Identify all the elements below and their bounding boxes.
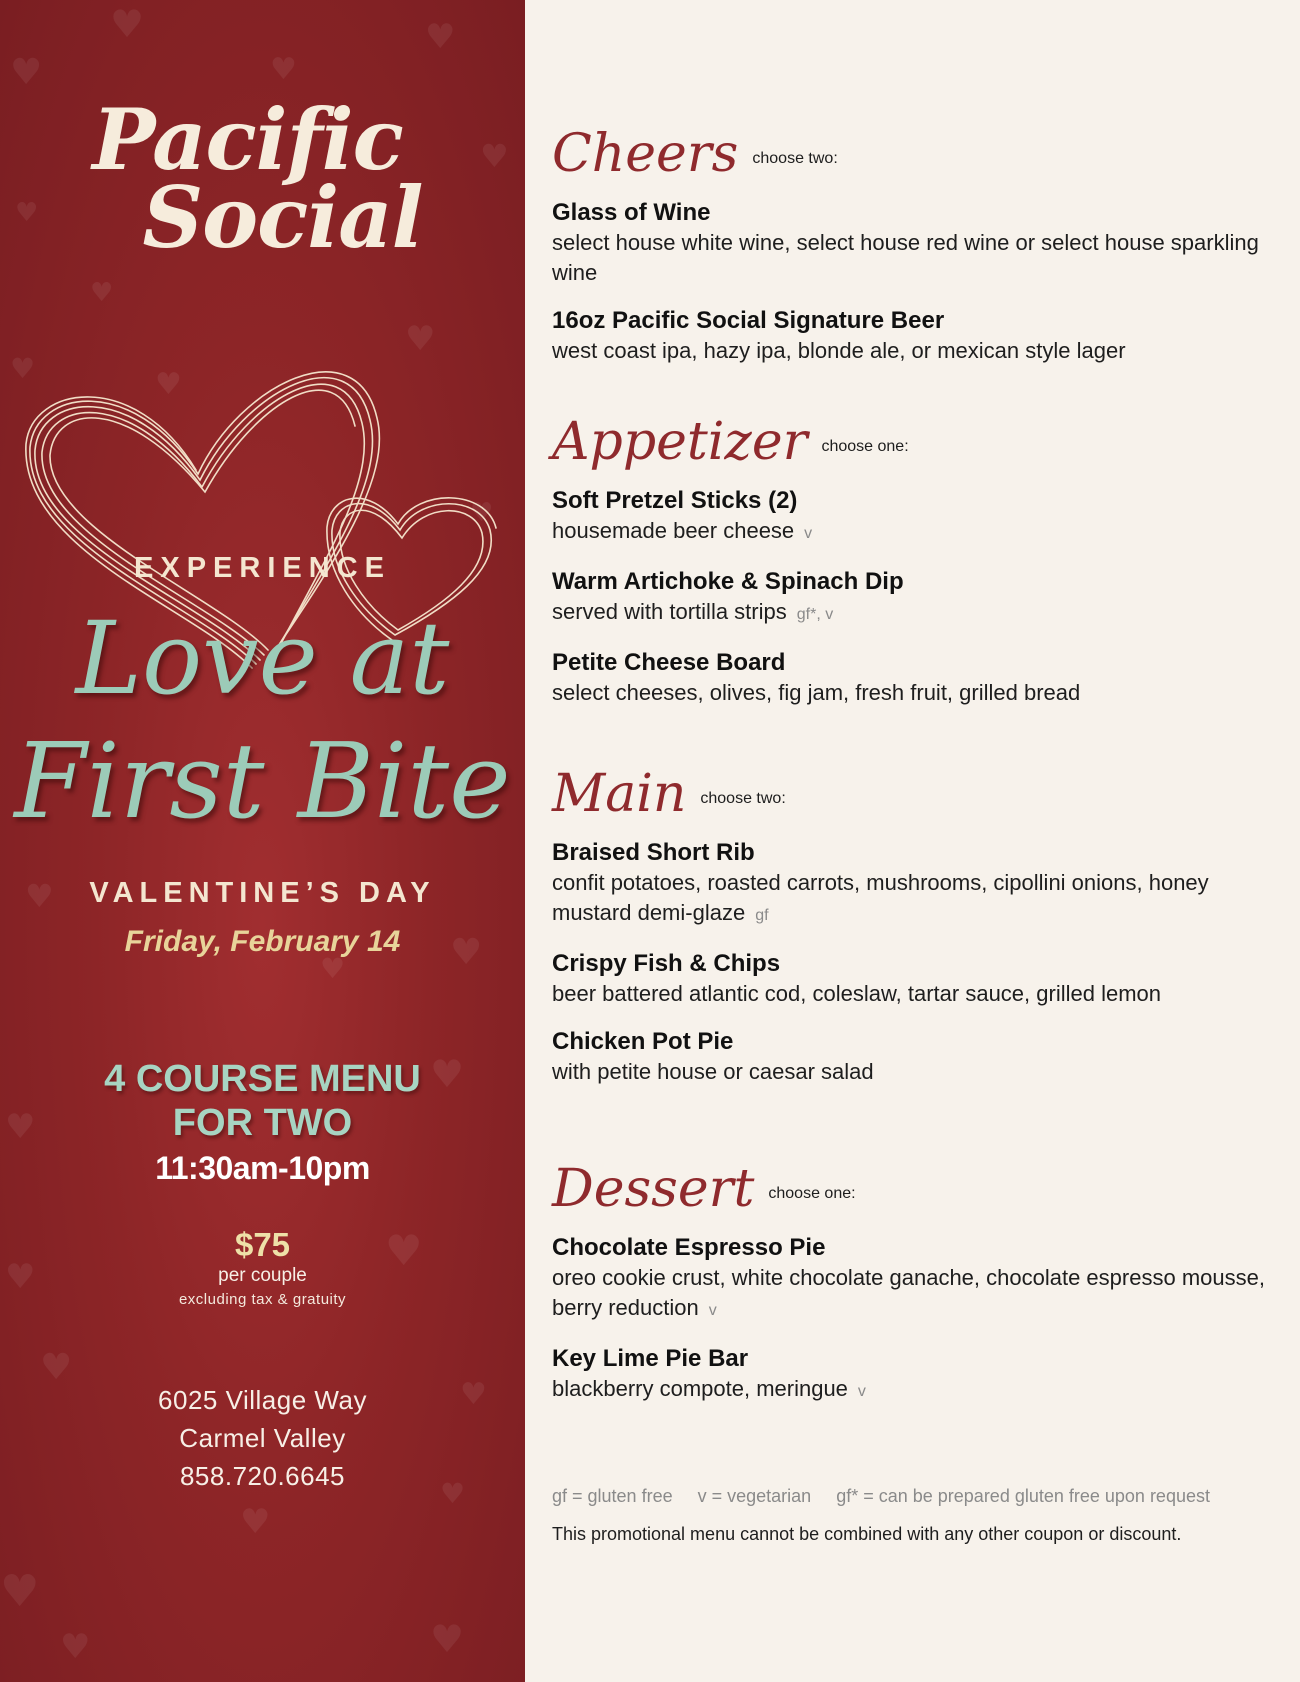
item-name: Glass of Wine	[552, 199, 711, 226]
background-heart-icon: ♥	[440, 1477, 466, 1510]
background-heart-icon: ♥	[320, 952, 346, 985]
item-name: Petite Cheese Board	[552, 649, 786, 676]
menu-item	[552, 838, 1272, 931]
menu-item	[552, 1233, 1272, 1326]
item-description-text: west coast ipa, hazy ipa, blonde ale, or mexican style lager	[552, 338, 1126, 363]
section-title: Appetizer	[552, 412, 808, 472]
dietary-tag: gf	[755, 907, 769, 924]
experience-label: EXPERIENCE	[134, 552, 391, 584]
item-name: Key Lime Pie Bar	[552, 1345, 749, 1372]
background-heart-icon: ♥	[5, 1257, 36, 1297]
section-header	[552, 1145, 1272, 1219]
background-heart-icon: ♥	[470, 498, 494, 528]
background-heart-icon: ♥	[385, 1226, 423, 1275]
item-name: Chocolate Espresso Pie	[552, 1234, 826, 1261]
section-title: Main	[552, 764, 687, 824]
section-title: Dessert	[552, 1159, 755, 1219]
background-heart-icon: ♥	[430, 1617, 465, 1661]
menu-item	[552, 486, 1272, 549]
background-heart-icon: ♥	[240, 1502, 271, 1542]
address-street: 6025 Village Way	[158, 1385, 367, 1415]
background-heart-icon: ♥	[15, 198, 39, 228]
item-description-text: blackberry compote, meringue	[552, 1376, 848, 1401]
section-header	[552, 110, 1272, 184]
sketch-hearts-icon	[0, 0, 525, 700]
item-description-text: oreo cookie crust, white chocolate ganache, chocolate espresso mousse, berry reduction	[552, 1265, 1265, 1320]
section-title: Cheers	[552, 124, 739, 184]
item-description	[552, 597, 1272, 630]
promo-panel	[0, 0, 525, 1682]
background-heart-icon: ♥	[460, 1377, 487, 1412]
item-description-text: select house white wine, select house red wine or select house sparkling wine	[552, 230, 1259, 285]
background-heart-icon: ♥	[480, 137, 509, 175]
menu-section-main	[552, 750, 1272, 1087]
background-heart-icon: ♥	[425, 17, 456, 57]
price: $75	[234, 1226, 291, 1263]
item-description-text: confit potatoes, roasted carrots, mushrooms, cipollini onions, honey mustard demi-glaze	[552, 870, 1209, 925]
item-description	[552, 678, 1272, 708]
dietary-tag: v	[708, 1302, 717, 1319]
item-name: 16oz Pacific Social Signature Beer	[552, 307, 945, 334]
background-heart-icon: ♥	[60, 1627, 91, 1667]
hours-text: 11:30am-10pm	[155, 1150, 370, 1186]
menu-panel	[525, 0, 1300, 1682]
menu-item	[552, 198, 1272, 288]
course-menu-line-2: FOR TWO	[172, 1102, 353, 1144]
item-description-text: with petite house or caesar salad	[552, 1059, 874, 1084]
item-name: Warm Artichoke & Spinach Dip	[552, 568, 904, 595]
background-heart-icon: ♥	[10, 52, 43, 93]
legend-gluten-free: gf = gluten free	[552, 1486, 673, 1506]
item-name: Braised Short Rib	[552, 839, 755, 866]
logo-line-1: Pacific	[92, 90, 403, 189]
dietary-tag: v	[804, 525, 813, 542]
menu-item	[552, 648, 1272, 708]
disclaimer: This promotional menu cannot be combined with any other coupon or discount.	[552, 1524, 1182, 1544]
course-menu-line-1: 4 COURSE MENU	[104, 1058, 421, 1100]
item-description	[552, 868, 1272, 931]
event-date: Friday, February 14	[124, 925, 401, 958]
item-name: Chicken Pot Pie	[552, 1028, 734, 1055]
item-description	[552, 1057, 1272, 1087]
background-heart-icon: ♥	[0, 1566, 40, 1617]
item-description	[552, 516, 1272, 549]
headline-line-1: Love at	[75, 600, 450, 717]
menu-section-cheers	[552, 110, 1272, 366]
background-heart-icon: ♥	[90, 278, 114, 308]
menu-section-dessert	[552, 1145, 1272, 1407]
section-header	[552, 750, 1272, 824]
legend-vegetarian: v = vegetarian	[697, 1486, 812, 1506]
section-choose-note: choose two:	[700, 790, 786, 807]
menu-item	[552, 1027, 1272, 1087]
menu-item	[552, 306, 1272, 366]
menu-item	[552, 567, 1272, 630]
legend-gluten-free-request: gf* = can be prepared gluten free upon request	[836, 1486, 1210, 1506]
item-description	[552, 1263, 1272, 1326]
dietary-tag: v	[857, 1383, 866, 1400]
item-description	[552, 228, 1272, 288]
background-heart-icon: ♥	[10, 352, 36, 385]
headline-line-2: First Bite	[14, 720, 511, 842]
menu-item	[552, 949, 1272, 1009]
background-heart-icon: ♥	[430, 1052, 465, 1096]
background-heart-icon: ♥	[270, 52, 297, 87]
background-heart-icon: ♥	[155, 367, 182, 402]
dietary-tag: gf*, v	[796, 606, 834, 623]
phone-number: 858.720.6645	[179, 1461, 346, 1491]
item-description	[552, 336, 1272, 366]
menu-item	[552, 1344, 1272, 1407]
item-description-text: beer battered atlantic cod, coleslaw, tartar sauce, grilled lemon	[552, 981, 1161, 1006]
address-area: Carmel Valley	[179, 1423, 346, 1453]
section-choose-note: choose one:	[768, 1185, 856, 1202]
section-choose-note: choose one:	[821, 438, 909, 455]
price-unit: per couple	[218, 1265, 307, 1286]
item-name: Soft Pretzel Sticks (2)	[552, 487, 798, 514]
dietary-legend	[552, 1486, 1230, 1507]
background-heart-icon: ♥	[450, 932, 483, 973]
background-heart-icon: ♥	[25, 877, 54, 915]
background-heart-icon: ♥	[40, 1347, 73, 1388]
logo-line-2: Social	[142, 168, 423, 267]
background-heart-icon: ♥	[110, 2, 145, 46]
item-description-text: served with tortilla strips	[552, 599, 787, 624]
item-description	[552, 1374, 1272, 1407]
item-description-text: housemade beer cheese	[552, 518, 795, 543]
background-heart-icon: ♥	[405, 319, 436, 359]
background-heart-icon: ♥	[5, 1107, 36, 1147]
item-description	[552, 979, 1272, 1009]
section-header	[552, 398, 1272, 472]
occasion-label: VALENTINE’S DAY	[89, 877, 436, 909]
section-choose-note: choose two:	[752, 150, 838, 167]
price-note: excluding tax & gratuity	[178, 1291, 347, 1308]
menu-section-appetizer	[552, 398, 1272, 708]
item-name: Crispy Fish & Chips	[552, 950, 781, 977]
item-description-text: select cheeses, olives, fig jam, fresh fruit, grilled bread	[552, 680, 1081, 705]
